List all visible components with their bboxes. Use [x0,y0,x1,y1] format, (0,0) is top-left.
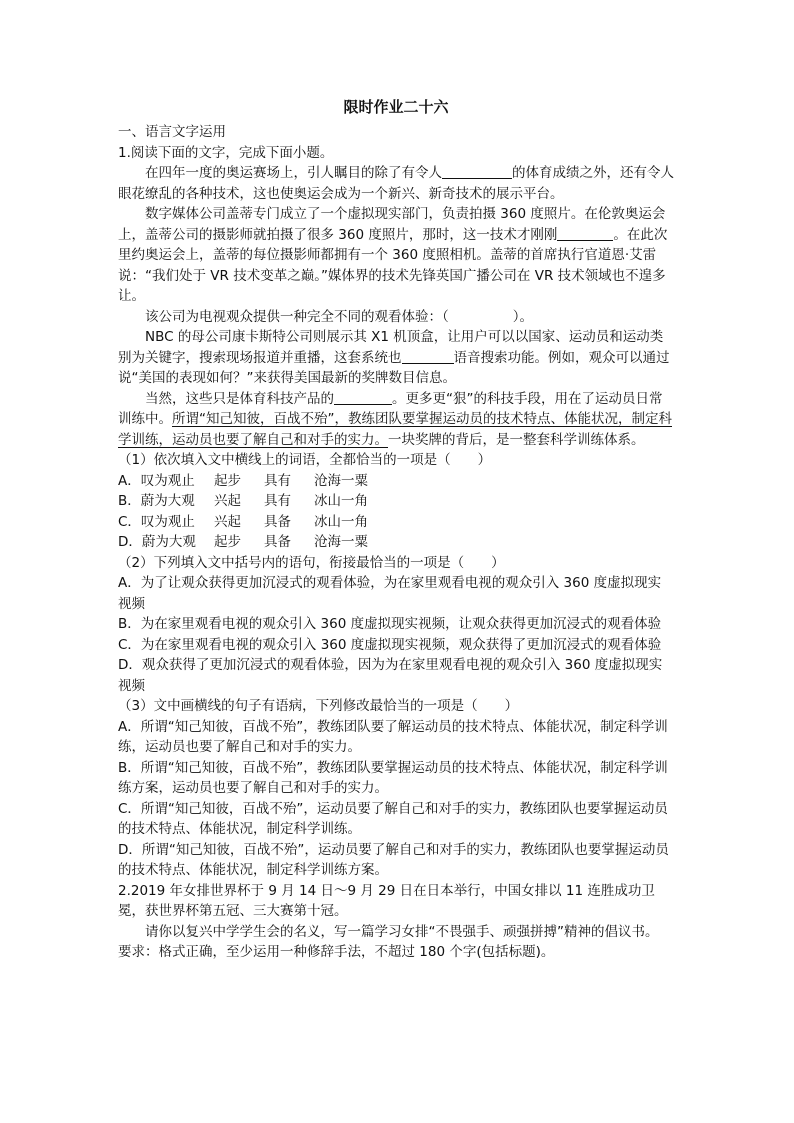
question-1-intro: 1.阅读下面的文字，完成下面小题。 [118,144,334,161]
option-word: B．蔚为大观 [118,493,195,509]
paragraph-text: ）。 [512,308,533,325]
subquestion-2-stem: （2）下列填入文中括号内的语句，衔接最恰当的一项是（ ） [118,554,505,571]
option-word: 兴起 [214,513,241,530]
underlined-sentence: 所谓“知己知彼，百战不殆”，教练团队要掌握运动员的技术特点、体能状况，制定科学训练，运动员也要了解自己和对手的实力。 [118,411,672,448]
paragraph-text: 当然，这些只是体育科技产品的 [145,390,334,407]
question-2-intro: 2.2019 年女排世界杯于 9 月 14 日～9 月 29 日在日本举行，中国女排以 11 连胜成功卫冕，获世界杯第五冠、三大赛第十冠。 [118,882,655,919]
passage-paragraph-4 [118,327,674,389]
option-word: 冰山一角 [314,493,368,509]
option-c: C．所谓“知己知彼，百战不殆”，运动员要了解自己和对手的实力，教练团队也要掌握运动员的技术特点、体能状况，制定科学训练。 [118,800,668,837]
paragraph-text: 一块奖牌的背后，是一整套科学训练体系。 [388,431,645,448]
question-2-requirements: 要求：格式正确，至少运用一种修辞手法，不超过 180 个字(包括标题)。 [118,944,555,960]
option-word: 具备 [264,534,291,550]
option-word: 具备 [264,513,291,530]
option-word: D．蔚为大观 [118,534,196,550]
section-heading: 一、语言文字运用 [118,124,226,140]
option-word: 沧海一粟 [314,472,368,489]
option-row [118,532,674,553]
passage-paragraph-3 [118,307,674,328]
option-word: 沧海一粟 [314,534,368,550]
passage-paragraph-2 [118,204,674,307]
option-word: 起步 [214,472,241,489]
option-b: B．为在家里观看电视的观众引入 360 度虚拟现实视频，让观众获得更加沉浸式的观看体验 [118,616,662,632]
option-word: 具有 [264,493,291,509]
option-d: D．所谓“知己知彼，百战不殆”，运动员要了解自己和对手的实力，教练团队也要掌握运动员的技术特点、体能状况，制定科学训练方案。 [118,841,669,878]
subquestion-1-stem: （1）依次填入文中横线上的词语，全都恰当的一项是（ ） [118,452,492,468]
option-a: A．为了让观众获得更加沉浸式的观看体验，为在家里观看电视的观众引入 360 度虚拟现实视频 [118,575,662,612]
option-row [118,471,674,492]
option-word: 冰山一角 [314,513,368,530]
subquestion-3-stem: （3）文中画横线的句子有语病，下列修改最恰当的一项是（ ） [118,698,519,714]
option-word: A．叹为观止 [118,472,195,489]
fill-blank-1 [442,164,512,179]
fill-blank-4 [334,390,392,405]
passage-paragraph-1 [118,163,674,204]
passage-paragraph-5 [118,389,674,451]
question-2-task: 请你以复兴中学学生会的名义，写一篇学习女排“不畏强手、顽强拼搏”精神的倡议书。 [145,923,659,940]
option-a: A．所谓“知己知彼，百战不殆”，教练团队要了解运动员的技术特点、体能状况，制定科学训练，运动员也要了解自己和对手的实力。 [118,718,668,755]
option-word: 具有 [264,472,291,489]
paragraph-text: 数字媒体公司盖蒂专门成立了一个虚拟现实部门，负责拍摄 360 度照片。在伦敦奥运会上，盖蒂公司的摄影师就拍摄了很多 360 度照片，那时，这一技术才刚刚 [118,206,666,243]
option-word: 起步 [214,534,241,550]
option-b: B．所谓“知己知彼，百战不殆”，教练团队要掌握运动员的技术特点、体能状况，制定科学训练方案，运动员也要了解自己和对手的实力。 [118,759,668,796]
paragraph-text: 的体育成绩之外，还有令人眼花缭乱的各种技术，这也使奥运会成为一个新兴、新奇技术的展示平台。 [118,165,674,202]
paragraph-text: 。更多更“狠”的科技手段，用在了运动员日常训练中。 [118,390,663,427]
paragraph-text: 。在此次里约奥运会上，盖蒂的每位摄影师都拥有一个 360 度照相机。盖蒂的首席执行官道恩·艾雷说：“我们处于 VR 技术变革之巅。”媒体界的技术先锋英国广播公司在 VR 技术领域也不遑多让。 [118,226,668,304]
paragraph-text: 语音搜索功能。例如，观众可以通过说“美国的表现如何？”来获得美国最新的奖牌数目信息。 [118,349,670,386]
option-row [118,512,674,533]
fill-blank-2 [557,226,613,241]
option-c: C．为在家里观看电视的观众引入 360 度虚拟现实视频，观众获得了更加沉浸式的观看体验 [118,636,662,653]
paragraph-text: 在四年一度的奥运赛场上，引人瞩目的除了有令人 [145,165,442,181]
fill-blank-3 [402,349,454,364]
paragraph-text: NBC 的母公司康卡斯特公司则展示其 X1 机顶盒，让用户可以以国家、运动员和运动类别为关键字，搜索现场报道并重播，这套系统也 [118,329,664,366]
option-word: C．叹为观止 [118,513,195,530]
option-row [118,491,674,512]
document-content [118,96,674,963]
option-word: 兴起 [214,493,241,509]
option-d: D．观众获得了更加沉浸式的观看体验，因为为在家里观看电视的观众引入 360 度虚拟现实视频 [118,657,663,694]
page-title: 限时作业二十六 [343,98,449,116]
paragraph-text: 该公司为电视观众提供一种完全不同的观看体验：（ [145,308,449,325]
